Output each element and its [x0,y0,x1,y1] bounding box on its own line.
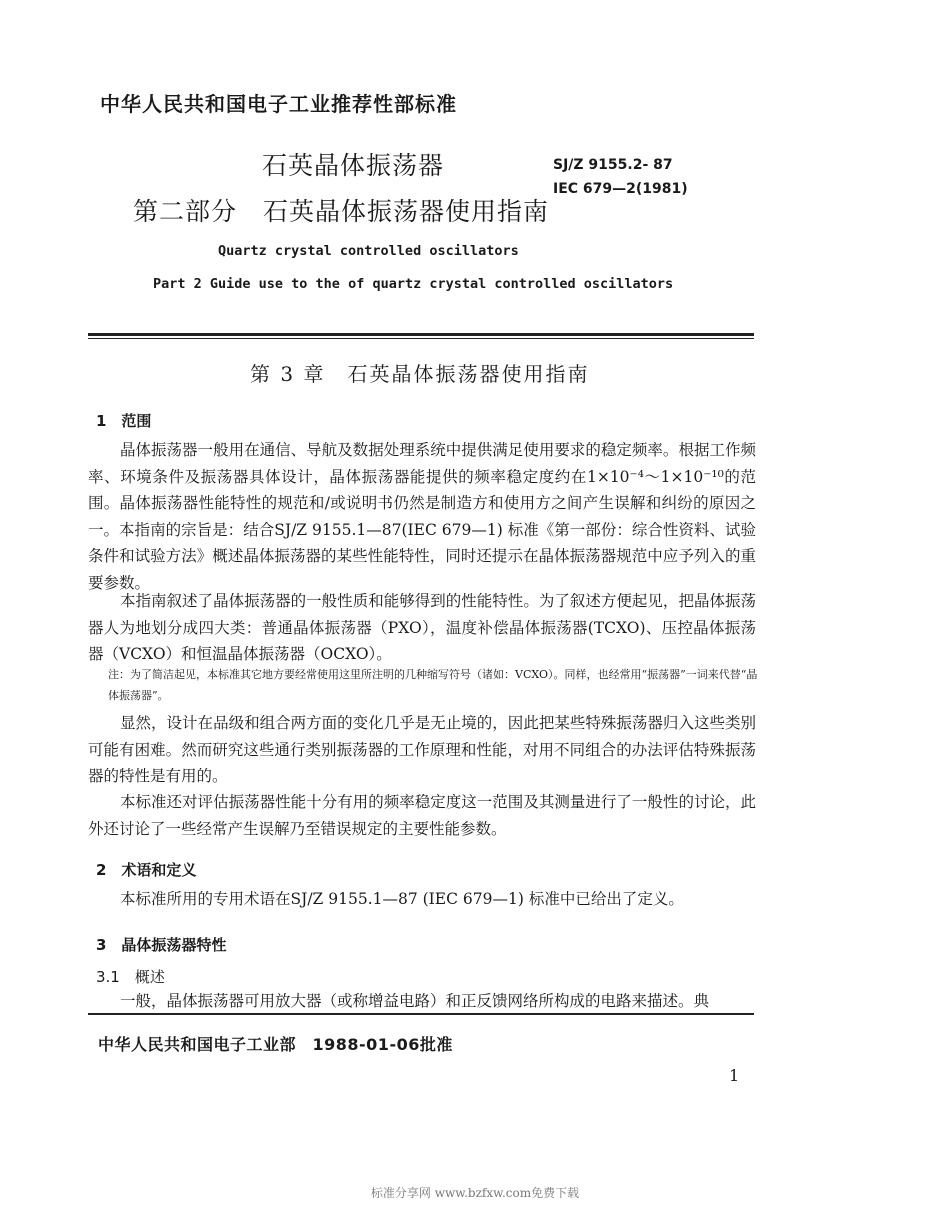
standard-number-block [553,153,688,201]
section-1-note: 注：为了简洁起见，本标准其它地方要经常使用这里所注明的几种缩写符号（诸如：VCXO）。同样，也经常用“振荡器”一词来代替“晶体振荡器”。 [108,668,758,702]
section-1-paragraph-4: 本标准还对评估振荡器性能十分有用的频率稳定度这一范围及其测量进行了一般性的讨论，此外还讨论了一些经常产生误解乃至错误规定的主要性能参数。 [88,793,756,838]
page-number: 1 [729,1066,740,1085]
standard-category-header: 中华人民共和国电子工业推荐性部标准 [100,92,457,116]
section-3-title: 3 晶体振荡器特性 [96,936,227,954]
watermark-text: 标准分享网 www.bzfxw.com免费下载 [370,1186,580,1200]
section-1-paragraph-3: 显然，设计在品级和组合两方面的变化几乎是无止境的，因此把某些特殊振荡器归入这些类别可能有困难。然而研究这些通行类别振荡器的工作原理和性能，对用不同组合的办法评估特殊振荡器的特性是有用的。 [88,714,756,785]
section-1-title: 1 范围 [96,412,152,430]
english-title-line2: Part 2 Guide use to the of quartz crystal controlled oscillators [153,276,674,292]
english-title-line1: Quartz crystal controlled oscillators [218,243,519,259]
section-2-paragraph-1: 本标准所用的专用术语在SJ/Z 9155.1—87 (IEC 679—1) 标准中已给出了定义。 [120,890,684,908]
document-title-line2: 第二部分 石英晶体振荡器使用指南 [133,197,550,226]
approval-line: 中华人民共和国电子工业部 1988-01-06批准 [98,1035,453,1054]
document-title-line1: 石英晶体振荡器 [262,151,445,180]
section-1-paragraph-2: 本指南叙述了晶体振荡器的一般性质和能够得到的性能特性。为了叙述方便起见，把晶体振荡器人为地划分成四大类：普通晶体振荡器（PXO），温度补偿晶体振荡器(TCXO)、压控晶体振荡器（VCXO）和恒温晶体振荡器（OCXO）。 [88,592,756,663]
standard-number-iec: IEC 679—2(1981) [553,181,688,197]
section-2-title: 2 术语和定义 [96,861,197,879]
chapter-heading: 第 3 章 石英晶体振荡器使用指南 [250,362,590,386]
section-1-paragraph-1: 晶体振荡器一般用在通信、导航及数据处理系统中提供满足使用要求的稳定频率。根据工作频率、环境条件及振荡器具体设计，晶体振荡器能提供的频率稳定度约在1×10⁻⁴～1×10⁻¹⁰的范围。晶体振荡器性能特性的规范和/或说明书仍然是制造方和使用方之间产生误解和纠纷的原因之一。本指南的宗旨是：结合SJ/Z 9155.1—87(IEC 679—1) 标准《第一部份：综合性资料、试验条件和试验方法》概述晶体振荡器的某些性能特性，同时还提示在晶体振荡器规范中应予列入的重要参数。 [88,441,756,592]
header-divider [88,333,754,339]
footer-divider [88,1013,754,1015]
standard-number-sj: SJ/Z 9155.2- 87 [553,157,673,173]
section-3-1-title: 3.1 概述 [96,968,165,986]
section-3-1-paragraph-1: 一般，晶体振荡器可用放大器（或称增益电路）和正反馈网络所构成的电路来描述。典 [120,992,710,1010]
